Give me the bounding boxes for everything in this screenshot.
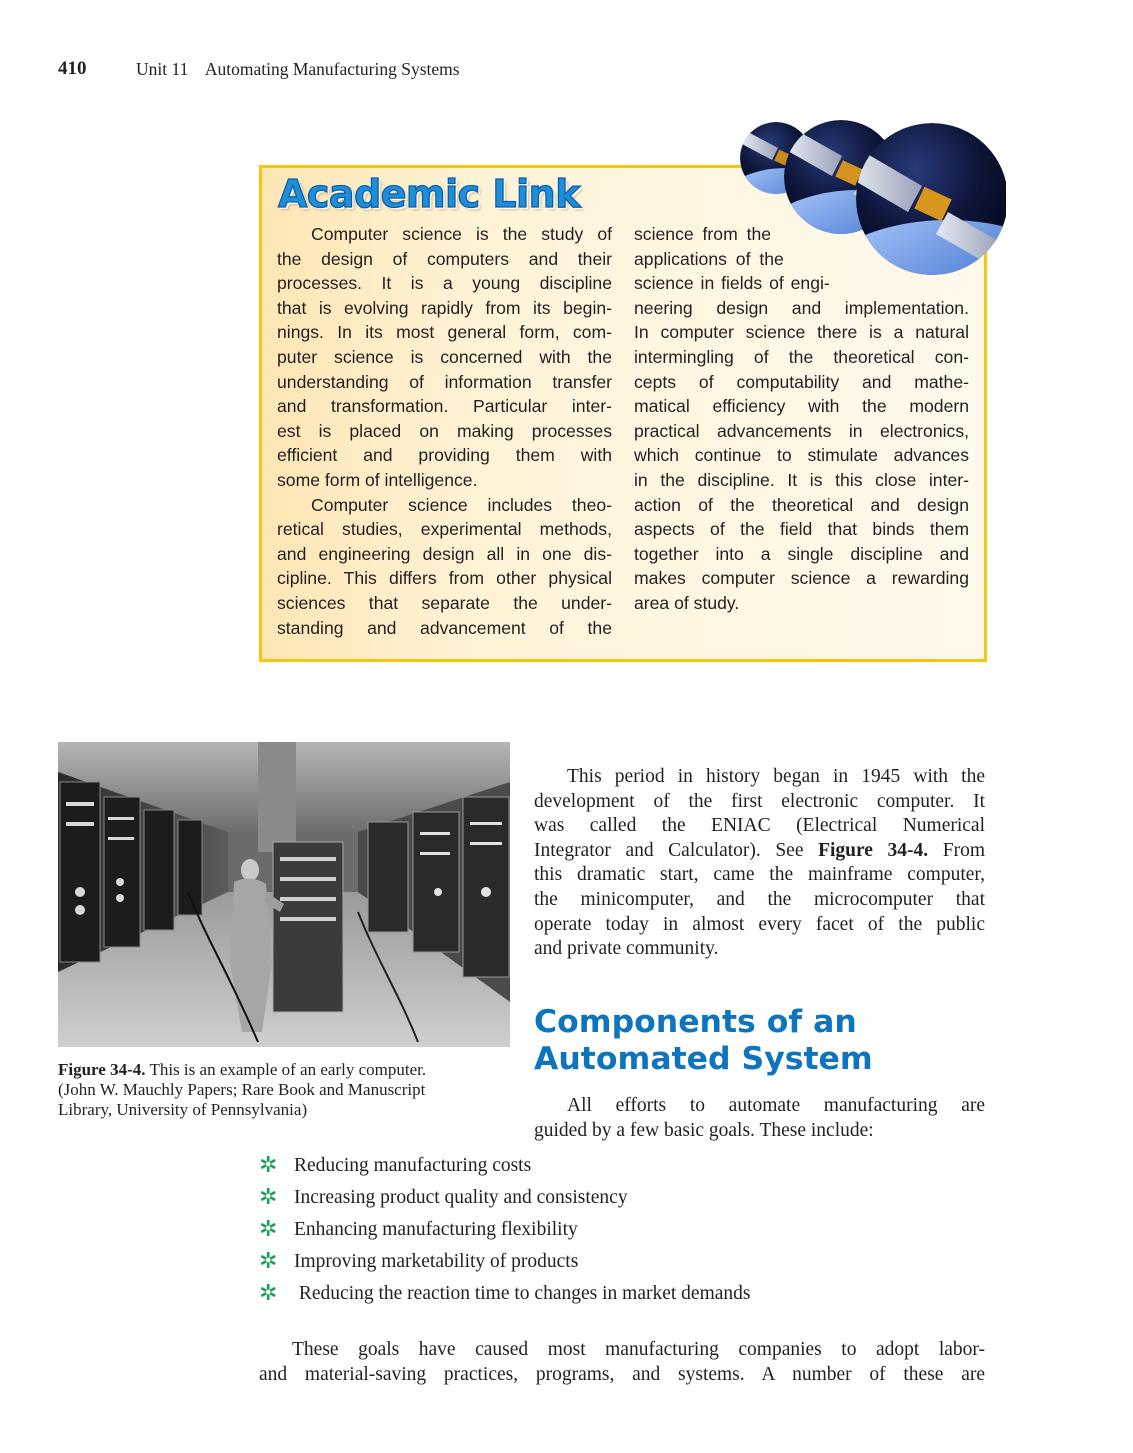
goal-text: Reducing the reaction time to changes in market demands [294,1282,751,1304]
text-line: All efforts to automate manufacturing are [567,1095,985,1116]
text-line: standing and advancement of the [277,617,612,638]
text-line: and material-saving practices, programs, and systems. A number of these are [259,1363,985,1385]
text-line: intermingling of the theoretical con- [634,346,969,367]
academic-link-title: Academic Link [278,172,580,216]
caption-text: Library, University of Pennsylvania) [58,1100,308,1119]
goals-list [259,1150,750,1310]
text-line: was called the ENIAC (Electrical Numerical [534,815,985,837]
text-line: in the discipline. It is this close inter- [634,469,969,490]
goal-text: Increasing product quality and consistency [294,1186,628,1208]
list-item [259,1182,750,1214]
text-line: understanding of information transfer [277,371,612,392]
eniac-photo [58,742,510,1047]
text-line: and engineering design all in one dis- [277,543,612,564]
text-line: that is evolving rapidly from its begin- [277,297,612,318]
goals-intro-continued: guided by a few basic goals. These include: [534,1120,874,1141]
text-line: These goals have caused most manufacturing companies to adopt labor- [292,1339,985,1360]
text-line: sciences that separate the under- [277,592,612,613]
text-line: nings. In its most general form, com- [277,322,612,343]
caption-text: This is an example of an early computer. [145,1060,427,1079]
satellite-illustration [738,120,1006,276]
text-line: operate today in almost every facet of the public [534,913,985,935]
asterisk-bullet-icon: ✲ [259,1184,278,1210]
page-number: 410 [58,58,87,79]
asterisk-bullet-icon: ✲ [259,1248,278,1274]
caption-text: (John W. Mauchly Papers; Rare Book and Manuscript [58,1080,426,1099]
text-line: area of study. [634,592,740,613]
asterisk-bullet-icon: ✲ [259,1216,278,1242]
text-line: matical efficiency with the modern [634,396,969,417]
text-line: together into a single discipline and [634,543,969,564]
text-line: development of the first electronic computer. It [534,790,985,812]
text-line: and private community. [534,938,719,960]
figure-caption [58,1060,518,1120]
text-line: processes. It is a young discipline [277,273,612,294]
intro-paragraph [534,765,985,962]
closing-paragraph [259,1338,985,1387]
text-line: action of the theoretical and design [634,494,969,515]
text-line: est is placed on making processes [277,420,612,441]
text-line: cepts of computability and mathe- [634,371,969,392]
text-line: science from the [634,224,772,244]
list-item [259,1214,750,1246]
text-fragment: From [928,839,985,861]
academic-link-left-column [277,222,612,640]
list-item [259,1278,750,1310]
text-line: puter science is concerned with the [277,346,612,367]
goals-intro [534,1094,985,1119]
list-item [259,1150,750,1182]
text-line [534,839,985,864]
section-heading-line: Automated System [534,1041,873,1077]
goal-text: Improving marketability of products [294,1250,579,1272]
text-line: efficient and providing them with [277,445,612,466]
text-line: In computer science there is a natural [634,322,969,343]
text-line: Computer science is the study of [311,224,612,244]
figure-label: Figure 34-4. [58,1060,146,1079]
text-line: some form of intelligence. [277,469,478,490]
text-line: which continue to stimulate advances [634,445,969,466]
asterisk-bullet-icon: ✲ [259,1280,278,1306]
text-line: the minicomputer, and the microcomputer that [534,888,985,910]
section-heading [534,1004,873,1078]
text-line: Computer science includes theo- [311,494,612,515]
text-line: practical advancements in electronics, [634,420,969,441]
text-line: retical studies, experimental methods, [277,519,612,540]
text-fragment: Integrator and Calculator). See [534,839,819,861]
section-heading-line: Components of an [534,1004,857,1040]
text-line: science in fields of engi- [634,273,830,294]
academic-link-right-column [634,222,969,616]
figure-reference: Figure 34-4. [818,839,929,861]
goal-text: Reducing manufacturing costs [294,1154,532,1176]
asterisk-bullet-icon: ✲ [259,1152,278,1178]
text-line: This period in history began in 1945 with the [567,766,985,787]
running-head: Unit 11 Automating Manufacturing Systems [136,59,460,79]
text-line: aspects of the field that binds them [634,519,969,540]
text-line: neering design and implementation. [634,297,969,318]
text-line: applications of the [634,248,784,269]
text-line: makes computer science a rewarding [634,568,969,589]
goal-text: Enhancing manufacturing flexibility [294,1218,578,1240]
text-line: and transformation. Particular inter- [277,396,612,417]
text-line: this dramatic start, came the mainframe computer, [534,864,985,886]
text-line: the design of computers and their [277,248,612,269]
list-item [259,1246,750,1278]
text-line: cipline. This differs from other physical [277,568,612,589]
